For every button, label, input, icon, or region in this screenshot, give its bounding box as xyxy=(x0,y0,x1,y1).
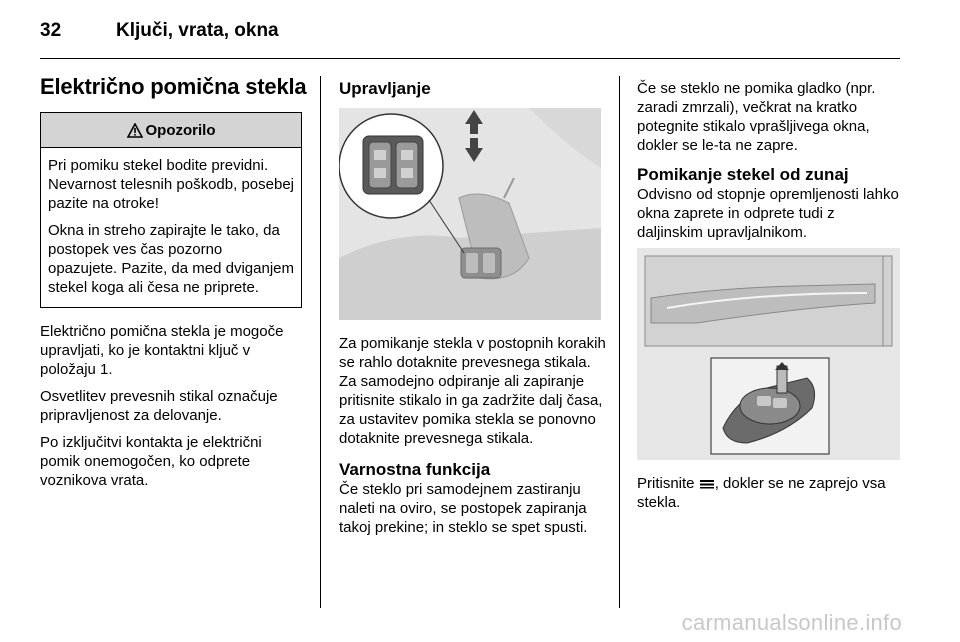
page-title: Električno pomična stekla xyxy=(40,74,307,99)
paragraph-3: Po izključitvi kontakta je električni pomik onemogočen, ko odprete voznikova vrata. xyxy=(40,434,262,489)
warning-header xyxy=(41,113,301,148)
press-text-after: , dokler se ne zaprejo vsa stekla. xyxy=(637,475,886,511)
remote-key-illustration xyxy=(637,248,900,460)
heading-varnostna-funkcija: Varnostna funkcija xyxy=(339,460,491,479)
paragraph-remote: Odvisno od stopnje opremljenosti lahko okna zaprete in odprete tudi z daljinskim upravljalnikom. xyxy=(637,186,899,241)
column-divider-2 xyxy=(619,76,620,608)
door-switch-svg xyxy=(339,108,601,320)
press-text-before: Pritisnite xyxy=(637,475,695,492)
paragraph-press-lock xyxy=(637,474,903,512)
section-title: Ključi, vrata, okna xyxy=(116,20,279,41)
paragraph-varnostna: Če steklo pri samodejnem zastiranju naleti na oviro, se postopek zapiranja takoj prekine; in steklo se spet spusti. xyxy=(339,481,588,536)
paragraph-frost: Če se steklo ne pomika gladko (npr. zaradi zmrzali), večkrat na kratko potegnite stikalo vprašljivega okna, dokler se le-ta ne zapre. xyxy=(637,80,876,154)
heading-upravljanje: Upravljanje xyxy=(339,79,431,98)
warning-text-1: Pri pomiku stekel bodite previdni. Nevarnost telesnih poškodb, posebej pazite na otroke! xyxy=(48,157,294,212)
warning-box xyxy=(40,112,302,308)
page-number: 32 xyxy=(40,20,62,41)
header-rule xyxy=(40,58,900,59)
column-divider-1 xyxy=(320,76,321,608)
paragraph-1: Električno pomična stekla je mogoče upravljati, ko je kontaktni ključ v položaju 1. xyxy=(40,323,284,378)
watermark: carmanualsonline.info xyxy=(681,610,902,635)
paragraph-2: Osvetlitev prevesnih stikal označuje pripravljenost za delovanje. xyxy=(40,388,278,424)
window-switch-illustration xyxy=(339,108,601,320)
lock-button-icon xyxy=(699,479,715,489)
warning-text-2: Okna in streho zapirajte le tako, da postopek ves čas pozorno opazujete. Pazite, da med dviganjem stekel koga ali česa ne priprete. xyxy=(48,222,294,296)
car-key-svg xyxy=(637,248,900,460)
heading-pomikanje-od-zunaj: Pomikanje stekel od zunaj xyxy=(637,165,849,184)
paragraph-upravljanje: Za pomikanje stekla v postopnih korakih se rahlo dotaknite prevesnega stikala. Za samodejno odpiranje ali zapiranje pritisnite stikalo in ga zadržite dalj časa, za ustavitev pomika stekla se ponovno dotaknite prevesnega stikala. xyxy=(339,335,606,447)
warning-heading: Opozorilo xyxy=(145,121,216,139)
warning-triangle-icon xyxy=(127,123,143,138)
